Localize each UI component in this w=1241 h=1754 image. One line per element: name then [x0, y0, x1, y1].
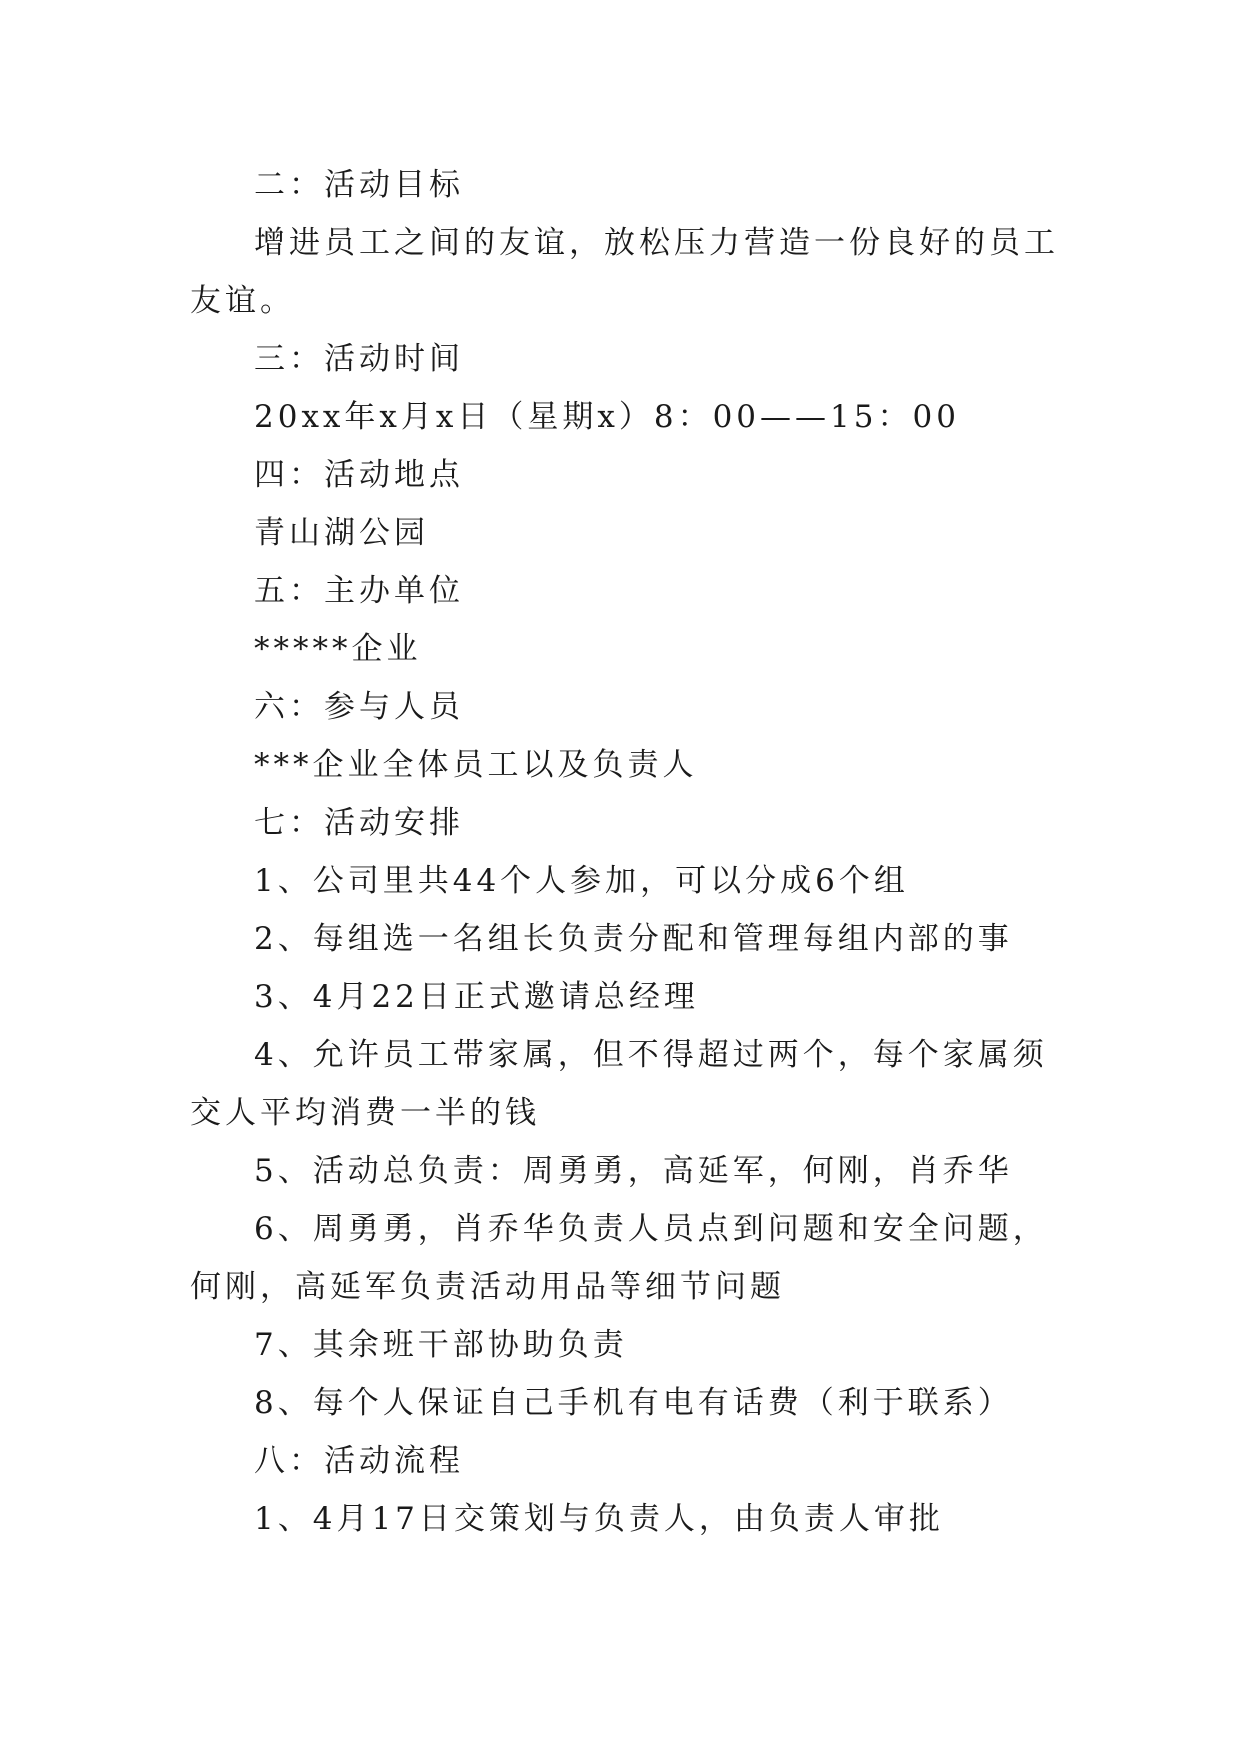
section-heading-organizer: 五：主办单位	[254, 573, 464, 609]
list-item: 1、公司里共44个人参加，可以分成6个组	[254, 863, 909, 899]
paragraph-goal: 增进员工之间的友谊，放松压力营造一份良好的员工友谊。	[190, 225, 1059, 319]
list-item: 7、其余班干部协助负责	[254, 1327, 628, 1363]
paragraph-participants: ***企业全体员工以及负责人	[254, 747, 698, 783]
list-item: 3、4月22日正式邀请总经理	[254, 979, 699, 1015]
paragraph-organizer: *****企业	[254, 631, 422, 667]
section-heading-process: 八：活动流程	[254, 1443, 464, 1479]
list-item: 6、周勇勇，肖乔华负责人员点到问题和安全问题，何刚，高延军负责活动用品等细节问题	[190, 1211, 1048, 1305]
section-heading-participants: 六：参与人员	[254, 689, 464, 725]
list-item: 1、4月17日交策划与负责人，由负责人审批	[254, 1501, 944, 1537]
section-heading-location: 四：活动地点	[254, 457, 464, 493]
list-item: 8、每个人保证自己手机有电有话费（利于联系）	[254, 1385, 1013, 1421]
list-item: 2、每组选一名组长负责分配和管理每组内部的事	[254, 921, 1013, 957]
list-item: 4、允许员工带家属，但不得超过两个，每个家属须交人平均消费一半的钱	[190, 1037, 1048, 1131]
paragraph-time: 20xx年x月x日（星期x）8：00——15：00	[254, 399, 960, 435]
section-heading-time: 三：活动时间	[254, 341, 464, 377]
section-heading-arrangement: 七：活动安排	[254, 805, 464, 841]
section-heading-goal: 二：活动目标	[254, 167, 464, 203]
list-item: 5、活动总负责：周勇勇，高延军，何刚，肖乔华	[254, 1153, 1013, 1189]
paragraph-location: 青山湖公园	[254, 515, 429, 551]
document-body	[190, 156, 1060, 1548]
